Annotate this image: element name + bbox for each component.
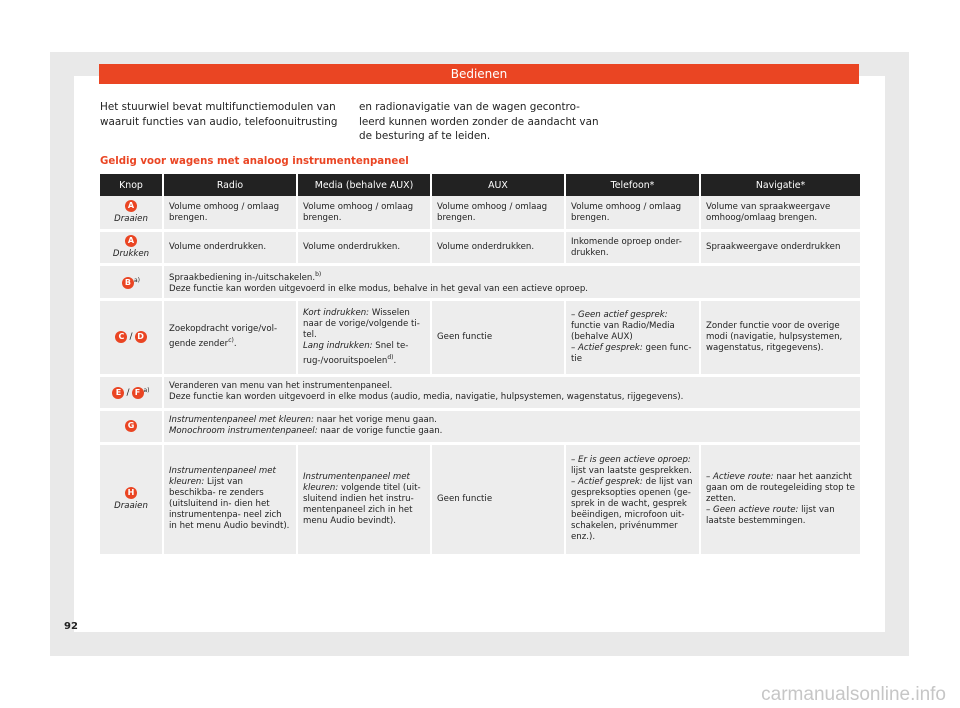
button-a-icon: A xyxy=(125,200,137,212)
knop-cell xyxy=(100,377,164,411)
telefoon-cell xyxy=(566,301,701,377)
radio-cell xyxy=(164,301,298,377)
table-row xyxy=(100,232,860,266)
controls-table xyxy=(100,174,860,557)
cell-line: Veranderen van menu van het instrumentenpaneel. xyxy=(169,381,393,392)
cell-text: geen func- tie xyxy=(571,342,692,364)
footnote-ref: a) xyxy=(133,276,141,284)
navigatie-cell: Spraakweergave onderdrukken xyxy=(701,232,860,266)
knop-cell xyxy=(100,445,164,557)
media-cell xyxy=(298,301,432,377)
cell-line: Deze functie kan worden uitgevoerd in elke modus (audio, media, navigatie, hulpsystemen, wagenstatus, rijgegevens). xyxy=(169,392,684,403)
aux-cell: Geen functie xyxy=(432,445,566,557)
telefoon-cell: Volume omhoog / omlaag brengen. xyxy=(566,196,701,232)
button-f-icon: F xyxy=(132,387,144,399)
cell-italic: – Er is geen actieve oproep: xyxy=(571,455,691,466)
cell-italic: Lang indrukken: xyxy=(303,340,373,351)
footnote-ref: b) xyxy=(315,271,322,278)
knop-action: Draaien xyxy=(114,213,148,224)
cell-italic: – Geen actief gesprek: xyxy=(571,309,668,320)
cell-text: lijst van laatste bestemmingen. xyxy=(706,504,835,526)
cell-text: naar het vorige menu gaan. xyxy=(316,415,437,426)
table-row xyxy=(100,196,860,232)
column-header-navigatie: Navigatie* xyxy=(701,174,860,196)
button-a-icon: A xyxy=(125,235,137,247)
cell-text: lijst van laatste gesprekken. xyxy=(571,466,692,477)
navigatie-cell: Zonder functie voor de overige modi (navigatie, hulpsystemen, wagenstatus, ritgegevens). xyxy=(701,301,860,377)
cell-italic: – Actief gesprek: xyxy=(571,477,643,488)
cell-text: volgende titel (uit- sluitend indien het instru- mentenpaneel zich in het menu Audio bevindt). xyxy=(303,482,421,526)
table-row xyxy=(100,445,860,557)
cell-italic: Instrumentenpaneel met kleuren: xyxy=(303,471,410,493)
cell-text: naar de vorige functie gaan. xyxy=(320,426,443,437)
cell-text: de lijst van gespreksopties openen (ge- sprek in de wacht, gesprek beëindigen, microfoon uit- schakelen, privénummer enz.). xyxy=(571,477,693,543)
column-header-telefoon: Telefoon* xyxy=(566,174,701,196)
telefoon-cell: Inkomende oproep onder- drukken. xyxy=(566,232,701,266)
cell-text-end: . xyxy=(393,355,397,366)
table-subtitle: Geldig voor wagens met analoog instrumentenpaneel xyxy=(100,156,409,167)
knop-cell xyxy=(100,232,164,266)
button-d-icon: D xyxy=(135,331,147,343)
intro-text-right: en radionavigatie van de wagen gecontro- leerd kunnen worden zonder de aandacht van de besturing af te leiden. xyxy=(359,101,599,142)
spanning-cell xyxy=(164,266,860,301)
intro-text-left: Het stuurwiel bevat multifunctiemodulen van waaruit functies van audio, telefoonuitrusting xyxy=(100,101,338,128)
cell-italic: Instrumentenpaneel met kleuren: xyxy=(169,466,276,488)
button-separator: / xyxy=(126,387,130,398)
telefoon-cell xyxy=(566,445,701,557)
button-h-icon: H xyxy=(125,487,137,499)
aux-cell: Volume omhoog / omlaag brengen. xyxy=(432,196,566,232)
table-row xyxy=(100,301,860,377)
knop-cell xyxy=(100,411,164,445)
cell-text: Snel te- rug-/vooruitspoelen xyxy=(303,340,409,366)
button-b-icon: B xyxy=(122,277,134,289)
knop-cell xyxy=(100,266,164,301)
footnote-ref: a) xyxy=(143,386,150,394)
cell-text: Wisselen naar de vorige/volgende ti- tel. xyxy=(303,307,420,340)
cell-text-end: . xyxy=(233,339,237,350)
knop-cell xyxy=(100,196,164,232)
cell-italic: Kort indrukken: xyxy=(303,307,370,318)
spanning-cell xyxy=(164,377,860,411)
knop-action: Drukken xyxy=(112,248,150,259)
cell-italic: Instrumentenpaneel met kleuren: xyxy=(169,415,314,426)
footnote-ref: d) xyxy=(387,353,394,361)
radio-cell xyxy=(164,445,298,557)
navigatie-cell: Volume van spraakweergave omhoog/omlaag brengen. xyxy=(701,196,860,232)
watermark: carmanualsonline.info xyxy=(761,684,946,705)
media-cell xyxy=(298,445,432,557)
cell-text: Zoekopdracht vorige/vol- gende zender xyxy=(169,324,278,350)
column-header-knop: Knop xyxy=(100,174,164,196)
aux-cell: Volume onderdrukken. xyxy=(432,232,566,266)
knop-action: Draaien xyxy=(114,500,148,511)
cell-text: Lijst van beschikba- re zenders (uitsluitend in- dien het instrumentenpa- neel zich in het menu Audio bevindt). xyxy=(169,477,290,532)
section-header: Bedienen xyxy=(99,64,859,84)
table-row xyxy=(100,266,860,301)
cell-italic: Monochroom instrumentenpaneel: xyxy=(169,426,318,437)
column-header-radio: Radio xyxy=(164,174,298,196)
cell-line: Deze functie kan worden uitgevoerd in elke modus, behalve in het geval van een actieve oproep. xyxy=(169,283,589,294)
button-g-icon: G xyxy=(125,420,137,432)
aux-cell: Geen functie xyxy=(432,301,566,377)
cell-italic: – Actieve route: xyxy=(706,471,774,482)
button-e-icon: E xyxy=(112,387,124,399)
navigatie-cell xyxy=(701,445,860,557)
cell-line: Spraakbediening in-/uitschakelen. xyxy=(169,272,316,283)
spanning-cell xyxy=(164,411,860,445)
radio-cell: Volume omhoog / omlaag brengen. xyxy=(164,196,298,232)
table-row xyxy=(100,411,860,445)
knop-cell xyxy=(100,301,164,377)
media-cell: Volume omhoog / omlaag brengen. xyxy=(298,196,432,232)
radio-cell: Volume onderdrukken. xyxy=(164,232,298,266)
table-row xyxy=(100,377,860,411)
button-c-icon: C xyxy=(115,331,127,343)
cell-italic: – Actief gesprek: xyxy=(571,342,643,353)
media-cell: Volume onderdrukken. xyxy=(298,232,432,266)
footnote-ref: c) xyxy=(228,337,234,345)
cell-italic: – Geen actieve route: xyxy=(706,504,799,515)
table-header-row xyxy=(100,174,860,196)
cell-text: functie van Radio/Media (behalve AUX) xyxy=(571,320,675,342)
column-header-aux: AUX xyxy=(432,174,566,196)
column-header-media: Media (behalve AUX) xyxy=(298,174,432,196)
page-number: 92 xyxy=(64,621,78,632)
button-separator: / xyxy=(129,331,133,342)
cell-text: naar het aanzicht gaan om de routegeleiding stop te zetten. xyxy=(706,471,855,504)
